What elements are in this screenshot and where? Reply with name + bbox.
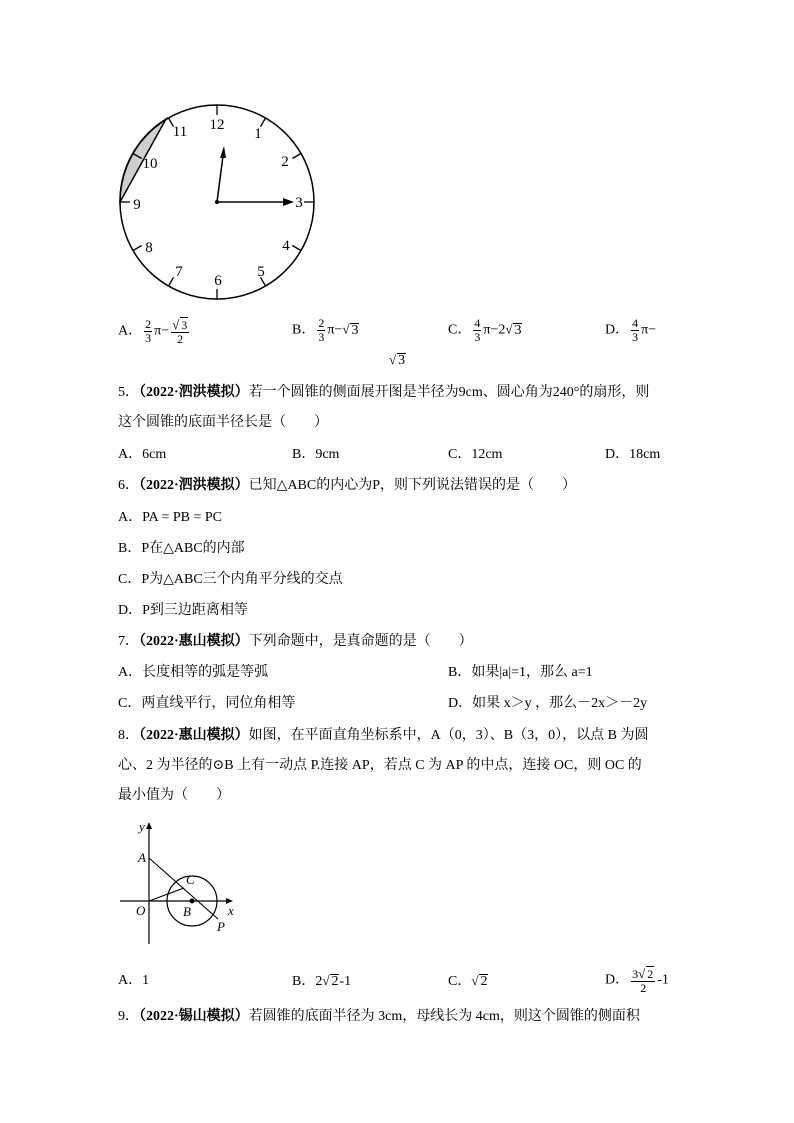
q4-option-d: D． $\frac{4}{3}$ π−: [605, 316, 657, 344]
label-y: y: [139, 819, 145, 834]
clock-number-10: 10: [142, 156, 158, 172]
q8-option-d: D． $\frac{3√ 2}{2}$ -1: [605, 966, 669, 995]
q8-stem-line2: 心、2 为半径的⊙B 上有一动点 P.连接 AP，若点 C 为 AP 的中点，连接 OC，则 OC 的: [118, 758, 642, 773]
q5-stem-line1: 5．（2022·泗洪模拟）若一个圆锥的侧面展开图是半径为9cm、圆心角为240°的扇形，则: [118, 385, 650, 400]
q6-stem: 6．（2022·泗洪模拟）已知△ABC的内心为P，则下列说法错误的是（ ）: [118, 478, 577, 493]
q5-option-a: A．6cm: [118, 447, 167, 462]
q8-option-a: A．1: [118, 973, 150, 988]
q8-option-c: C．√ 2: [448, 973, 488, 989]
clock-number-3: 3: [295, 195, 303, 211]
q7-stem: 7．（2022·惠山模拟）下列命题中，是真命题的是（ ）: [118, 634, 473, 649]
q5-option-d: D．18cm: [605, 447, 661, 462]
q9-stem: 9．（2022·锡山模拟）若圆锥的底面半径为 3cm，母线长为 4cm，则这个圆锥的侧面积: [118, 1009, 640, 1024]
clock-number-11: 11: [172, 124, 188, 140]
q4-option-c: C． $\frac{4}{3}$ π−2√ 3: [448, 316, 522, 344]
q4-option-b: B． $\frac{2}{3}$ π−√ 3: [292, 316, 359, 344]
clock-number-6: 6: [214, 273, 222, 289]
label-p: P: [217, 919, 225, 934]
hour-hand: [217, 156, 223, 202]
label-x: x: [228, 903, 234, 918]
clock-number-1: 1: [254, 126, 262, 142]
q6-option-c: C．P为△ABC三个内角平分线的交点: [118, 572, 343, 587]
q8-option-b: B．2√ 2-1: [292, 973, 352, 989]
q6-option-a: A．PA = PB = PC: [118, 510, 222, 525]
q8-stem-line3: 最小值为（ ）: [118, 788, 230, 803]
label-a: A: [138, 850, 146, 865]
clock-number-7: 7: [175, 264, 183, 280]
clock-number-2: 2: [281, 154, 289, 170]
clock-figure: [112, 98, 322, 308]
q5-option-b: B．9cm: [292, 447, 340, 462]
clock-number-9: 9: [133, 197, 141, 213]
q6-option-b: B．P在△ABC的内部: [118, 541, 245, 556]
clock-number-4: 4: [282, 238, 290, 254]
q6-option-d: D．P到三边距离相等: [118, 603, 248, 618]
label-b: B: [183, 904, 191, 919]
point-b: [190, 899, 195, 904]
y-axis-arrow: [146, 822, 152, 829]
clock-number-5: 5: [257, 264, 265, 280]
q7-option-b: B．如果|a|=1，那么 a=1: [448, 665, 593, 680]
clock-number-8: 8: [145, 240, 153, 256]
hour-hand-arrow: [220, 146, 226, 158]
label-o: O: [136, 903, 146, 918]
coordinate-figure: [118, 818, 244, 946]
q5-option-c: C．12cm: [448, 447, 503, 462]
clock-number-12: 12: [209, 117, 225, 133]
label-c: C: [186, 872, 195, 887]
q5-stem-line2: 这个圆锥的底面半径长是（ ）: [118, 415, 328, 430]
q7-option-c: C．两直线平行，同位角相等: [118, 696, 296, 711]
q7-option-d: D．如果 x＞y ，那么－2x＞－2y: [448, 696, 648, 711]
q4-option-a: A． $\frac{2}{3}$ π− $\frac{√ 3}{2}$: [118, 317, 188, 346]
q7-option-a: A．长度相等的弧是等弧: [118, 665, 269, 680]
q8-stem-line1: 8．（2022·惠山模拟）如图，在平面直角坐标系中，A（0，3）、B（3，0），以点 B 为圆: [118, 728, 649, 743]
minute-hand-arrow: [283, 198, 294, 206]
q4-option-d-radical: √ 3: [389, 352, 406, 368]
